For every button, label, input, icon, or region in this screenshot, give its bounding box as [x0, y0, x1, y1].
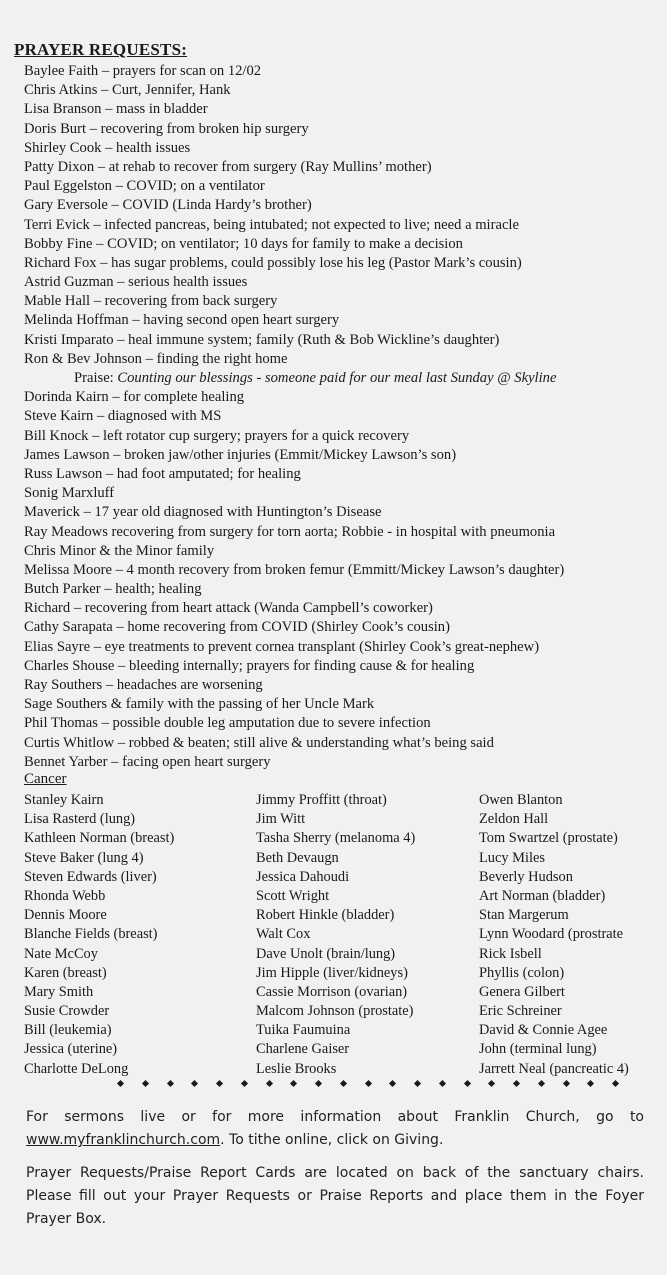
list-item: Russ Lawson – had foot amputated; for healing	[24, 465, 301, 482]
list-item: Lisa Rasterd (lung)	[24, 811, 136, 828]
list-item: Leslie Brooks	[256, 1060, 337, 1077]
list-item: Chris Atkins – Curt, Jennifer, Hank	[24, 82, 231, 99]
diamond-icon	[488, 1080, 495, 1087]
list-item: Jessica Dahoudi	[256, 868, 350, 885]
list-item: Charles Shouse – bleeding internally; prayers for finding cause & for healing	[24, 657, 475, 674]
diamond-icon	[315, 1080, 322, 1087]
sermons-info-text: For sermons live or for more information about Franklin Church, go to	[26, 1109, 644, 1125]
list-item: David & Connie Agee	[479, 1022, 608, 1039]
cancer-heading: Cancer	[24, 771, 67, 787]
diamond-icon	[562, 1080, 569, 1087]
list-item: Elias Sayre – eye treatments to prevent cornea transplant (Shirley Cook’s great-nephew)	[24, 638, 540, 655]
diamond-icon	[587, 1080, 594, 1087]
list-item: John (terminal lung)	[479, 1041, 597, 1058]
list-item: Jarrett Neal (pancreatic 4)	[479, 1060, 629, 1077]
diamond-icon	[463, 1080, 470, 1087]
list-item: Nate McCoy	[24, 945, 98, 962]
diamond-icon	[290, 1080, 297, 1087]
list-item: Gary Eversole – COVID (Linda Hardy’s brother)	[24, 197, 312, 214]
list-item: Genera Gilbert	[479, 983, 565, 1000]
list-item: Mable Hall – recovering from back surgery	[24, 293, 278, 310]
cancer-column-1	[24, 791, 174, 1079]
list-item: Terri Evick – infected pancreas, being intubated; not expected to live; need a miracle	[24, 216, 519, 233]
list-item: Lucy Miles	[479, 849, 545, 866]
diamond-icon	[340, 1080, 347, 1087]
list-item: Bobby Fine – COVID; on ventilator; 10 days for family to make a decision	[24, 235, 463, 252]
praise-label: Praise:	[74, 370, 114, 386]
list-item: Dave Unolt (brain/lung)	[256, 945, 396, 962]
praise-text: Counting our blessings - someone paid for our meal last Sunday @ Skyline	[117, 370, 557, 386]
list-item: Tasha Sherry (melanoma 4)	[256, 830, 416, 847]
list-item: Bennet Yarber – facing open heart surgery	[24, 753, 271, 770]
diamond-icon	[265, 1080, 272, 1087]
diamond-icon	[142, 1080, 149, 1087]
list-item: Charlene Gaiser	[256, 1041, 350, 1058]
diamond-divider	[118, 1081, 618, 1086]
list-item: Ray Southers – headaches are worsening	[24, 677, 263, 693]
list-item: Bill (leukemia)	[24, 1022, 112, 1039]
list-item: Karen (breast)	[24, 964, 107, 981]
list-item: Art Norman (bladder)	[479, 887, 606, 904]
list-item: Malcom Johnson (prostate)	[256, 1003, 414, 1020]
list-item: Dorinda Kairn – for complete healing	[24, 389, 245, 406]
diamond-icon	[538, 1080, 545, 1087]
diamond-icon	[612, 1080, 619, 1087]
list-item: Scott Wright	[256, 887, 330, 904]
list-item: Stan Margerum	[479, 907, 569, 924]
list-item: Beverly Hudson	[479, 868, 573, 885]
diamond-icon	[513, 1080, 520, 1087]
list-item: Lisa Branson – mass in bladder	[24, 101, 208, 118]
list-item: Blanche Fields (breast)	[24, 926, 158, 943]
list-item: Zeldon Hall	[479, 811, 549, 828]
diamond-icon	[191, 1080, 198, 1087]
list-item: Tuika Faumuina	[256, 1022, 351, 1039]
list-item: Rhonda Webb	[24, 887, 106, 904]
list-item: Bill Knock – left rotator cup surgery; prayers for a quick recovery	[24, 427, 410, 444]
list-item: Sonig Marxluff	[24, 485, 115, 502]
praise-item	[24, 369, 664, 388]
diamond-icon	[389, 1080, 396, 1087]
list-item: Tom Swartzel (prostate)	[479, 830, 618, 847]
list-item: Maverick – 17 year old diagnosed with Huntington’s Disease	[24, 504, 382, 521]
diamond-icon	[166, 1080, 173, 1087]
list-item: Shirley Cook – health issues	[24, 139, 191, 156]
diamond-icon	[364, 1080, 371, 1087]
prayer-requests-heading: PRAYER REQUESTS:	[14, 40, 188, 59]
diamond-icon	[216, 1080, 223, 1087]
list-item: Cathy Sarapata – home recovering from COVID (Shirley Cook’s cousin)	[24, 619, 450, 636]
list-item: Jim Hipple (liver/kidneys)	[256, 964, 408, 981]
list-item: Melissa Moore – 4 month recovery from broken femur (Emmitt/Mickey Lawson’s daughter)	[24, 561, 565, 578]
list-item: Richard Fox – has sugar problems, could possibly lose his leg (Pastor Mark’s cousin)	[24, 254, 522, 271]
list-item: Butch Parker – health; healing	[24, 581, 202, 598]
list-item: Susie Crowder	[24, 1003, 110, 1020]
list-item: Paul Eggelston – COVID; on a ventilator	[24, 178, 265, 195]
list-item: Melinda Hoffman – having second open heart surgery	[24, 312, 340, 329]
list-item: Jimmy Proffitt (throat)	[256, 792, 387, 808]
list-item: Curtis Whitlow – robbed & beaten; still alive & understanding what’s being said	[24, 734, 494, 751]
list-item: Charlotte DeLong	[24, 1060, 129, 1077]
list-item: Steve Kairn – diagnosed with MS	[24, 408, 222, 425]
church-website-link[interactable]: www.myfranklinchurch.com	[26, 1132, 221, 1148]
list-item: Chris Minor & the Minor family	[24, 542, 215, 559]
list-item: Beth Devaugn	[256, 849, 339, 866]
list-item: Phil Thomas – possible double leg amputation due to severe infection	[24, 715, 431, 732]
list-item: Phyllis (colon)	[479, 964, 565, 981]
list-item: Kathleen Norman (breast)	[24, 830, 175, 847]
list-item: Astrid Guzman – serious health issues	[24, 274, 248, 291]
list-item: Baylee Faith – prayers for scan on 12/02	[24, 63, 262, 79]
tithe-info-text: . To tithe online, click on Giving.	[220, 1132, 444, 1148]
list-item: Sage Southers & family with the passing of her Uncle Mark	[24, 696, 375, 713]
list-item: Eric Schreiner	[479, 1003, 562, 1020]
sermons-info-paragraph	[26, 1106, 644, 1152]
diamond-icon	[414, 1080, 421, 1087]
list-item: Kristi Imparato – heal immune system; family (Ruth & Bob Wickline’s daughter)	[24, 331, 500, 348]
list-item: James Lawson – broken jaw/other injuries (Emmit/Mickey Lawson’s son)	[24, 446, 457, 463]
list-item: Jessica (uterine)	[24, 1041, 118, 1058]
list-item: Owen Blanton	[479, 792, 563, 808]
list-item: Mary Smith	[24, 983, 94, 1000]
list-item: Dennis Moore	[24, 907, 107, 924]
list-item: Steven Edwards (liver)	[24, 868, 157, 885]
list-item: Cassie Morrison (ovarian)	[256, 983, 408, 1000]
list-item: Steve Baker (lung 4)	[24, 849, 144, 866]
list-item: Doris Burt – recovering from broken hip surgery	[24, 120, 309, 137]
list-item: Patty Dixon – at rehab to recover from surgery (Ray Mullins’ mother)	[24, 158, 432, 175]
list-item: Walt Cox	[256, 926, 311, 943]
diamond-icon	[241, 1080, 248, 1087]
list-item: Jim Witt	[256, 811, 306, 828]
prayer-request-list	[24, 62, 664, 772]
list-item: Lynn Woodard (prostrate	[479, 926, 624, 943]
list-item: Ray Meadows recovering from surgery for torn aorta; Robbie - in hospital with pneumonia	[24, 523, 556, 540]
list-item: Richard – recovering from heart attack (Wanda Campbell’s coworker)	[24, 600, 433, 617]
list-item: Ron & Bev Johnson – finding the right home	[24, 350, 288, 367]
cancer-column-2	[256, 791, 415, 1079]
prayer-cards-paragraph: Prayer Requests/Praise Report Cards are located on back of the sanctuary chairs. Please fill out your Prayer Requests or Praise Reports and place them in the Foyer Prayer Box.	[26, 1165, 644, 1227]
diamond-icon	[117, 1080, 124, 1087]
diamond-icon	[439, 1080, 446, 1087]
list-item: Robert Hinkle (bladder)	[256, 907, 395, 924]
list-item: Stanley Kairn	[24, 792, 104, 808]
list-item: Rick Isbell	[479, 945, 542, 962]
cancer-column-3	[479, 791, 629, 1079]
